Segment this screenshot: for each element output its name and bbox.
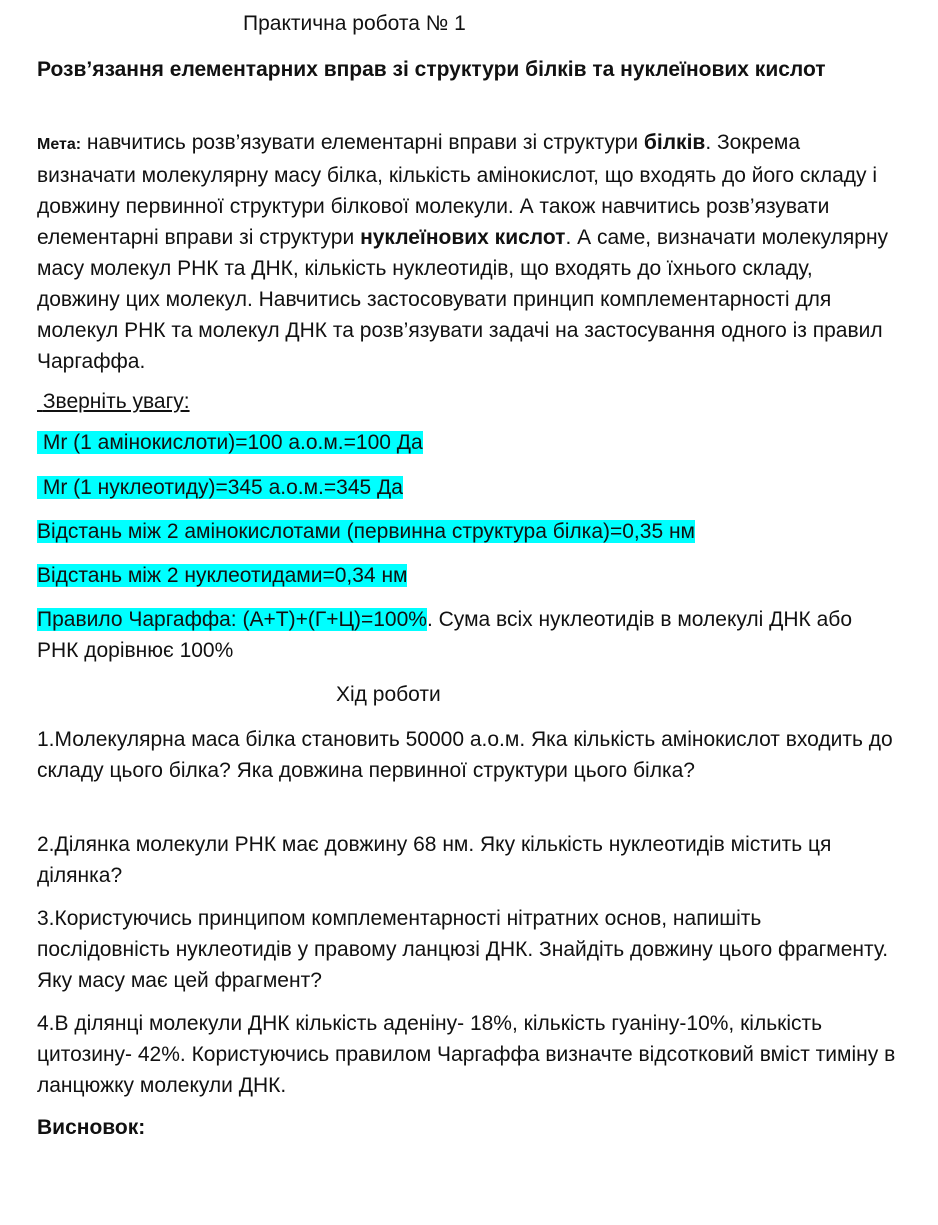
goal-text-2: . Зокрема визначати молекулярну масу білка, кількість амінокислот, що входять до його складу і довжину первинної структури білкової молекули. А також навчитись розв’язувати елементарні вправи зі структури [37, 131, 877, 249]
goal-paragraph [37, 127, 897, 377]
conclusion-heading: Висновок: [37, 1116, 146, 1139]
chargaff-rule [37, 604, 897, 666]
goal-label: Мета: [37, 136, 82, 153]
fact-nucleotide-distance [37, 561, 407, 591]
fact-text: Mr (1 нуклеотиду)=345 а.о.м.=345 Да [42, 476, 403, 499]
task-3: 3.Користуючись принципом комплементарності нітратних основ, напишіть послідовність нуклеотидів у правому ланцюзі ДНК. Знайдіть довжину цього фрагменту. Яку масу має цей фрагмент? [37, 907, 889, 992]
chargaff-rule-highlight: Правило Чаргаффа: (А+Т)+(Г+Ц)=100% [37, 608, 427, 631]
goal-text-3: . А саме, визначати молекулярну масу молекул РНК та ДНК, кількість нуклеотидів, що входять до їхнього складу, довжину цих молекул. Навчитись застосовувати принцип комплементарності для молекул РНК та молекул ДНК та розв’язувати задачі на застосування одного із правил Чаргаффа. [37, 226, 889, 373]
attention-text: Зверніть увагу: [42, 390, 190, 413]
fact-highlight: Відстань між 2 амінокислотами (первинна структура білка)=0,35 нм [37, 520, 695, 543]
fact-highlight: Відстань між 2 нуклеотидами=0,34 нм [37, 564, 408, 587]
fact-highlight [37, 431, 423, 454]
task-2: 2.Ділянка молекули РНК має довжину 68 нм. Яку кількість нуклеотидів містить ця ділянка? [37, 833, 832, 887]
attention-heading [37, 388, 190, 416]
fact-amino-acid-mass [37, 428, 423, 458]
goal-text-1: навчитись розв’язувати елементарні вправи зі структури [81, 131, 644, 154]
task-1: 1.Молекулярна маса білка становить 50000 а.о.м. Яка кількість амінокислот входить до складу цього білка? Яка довжина первинної структури цього білка? [37, 728, 893, 782]
fact-nucleotide-mass [37, 473, 403, 503]
fact-amino-acid-distance [37, 517, 695, 547]
chargaff-rule-text: . Сума всіх нуклеотидів в молекулі ДНК або РНК дорівнює 100% [37, 608, 853, 662]
practical-work-heading: Практична робота № 1 [243, 12, 466, 35]
fact-text: Mr (1 амінокислоти)=100 а.о.м.=100 Да [42, 431, 423, 454]
fact-highlight [37, 476, 403, 499]
procedure-heading: Хід роботи [336, 683, 441, 706]
goal-bold-proteins: білків [643, 131, 706, 154]
goal-bold-nucleic-acids: нуклеїнових кислот [360, 226, 566, 249]
document-title: Розв’язання елементарних вправ зі структури білків та нуклеїнових кислот [37, 58, 826, 81]
task-4: 4.В ділянці молекули ДНК кількість аденіну- 18%, кількість гуаніну-10%, кількість цитозину- 42%. Користуючись правилом Чаргаффа визначте відсотковий вміст тиміну в ланцюжку молекули ДНК. [37, 1012, 896, 1097]
